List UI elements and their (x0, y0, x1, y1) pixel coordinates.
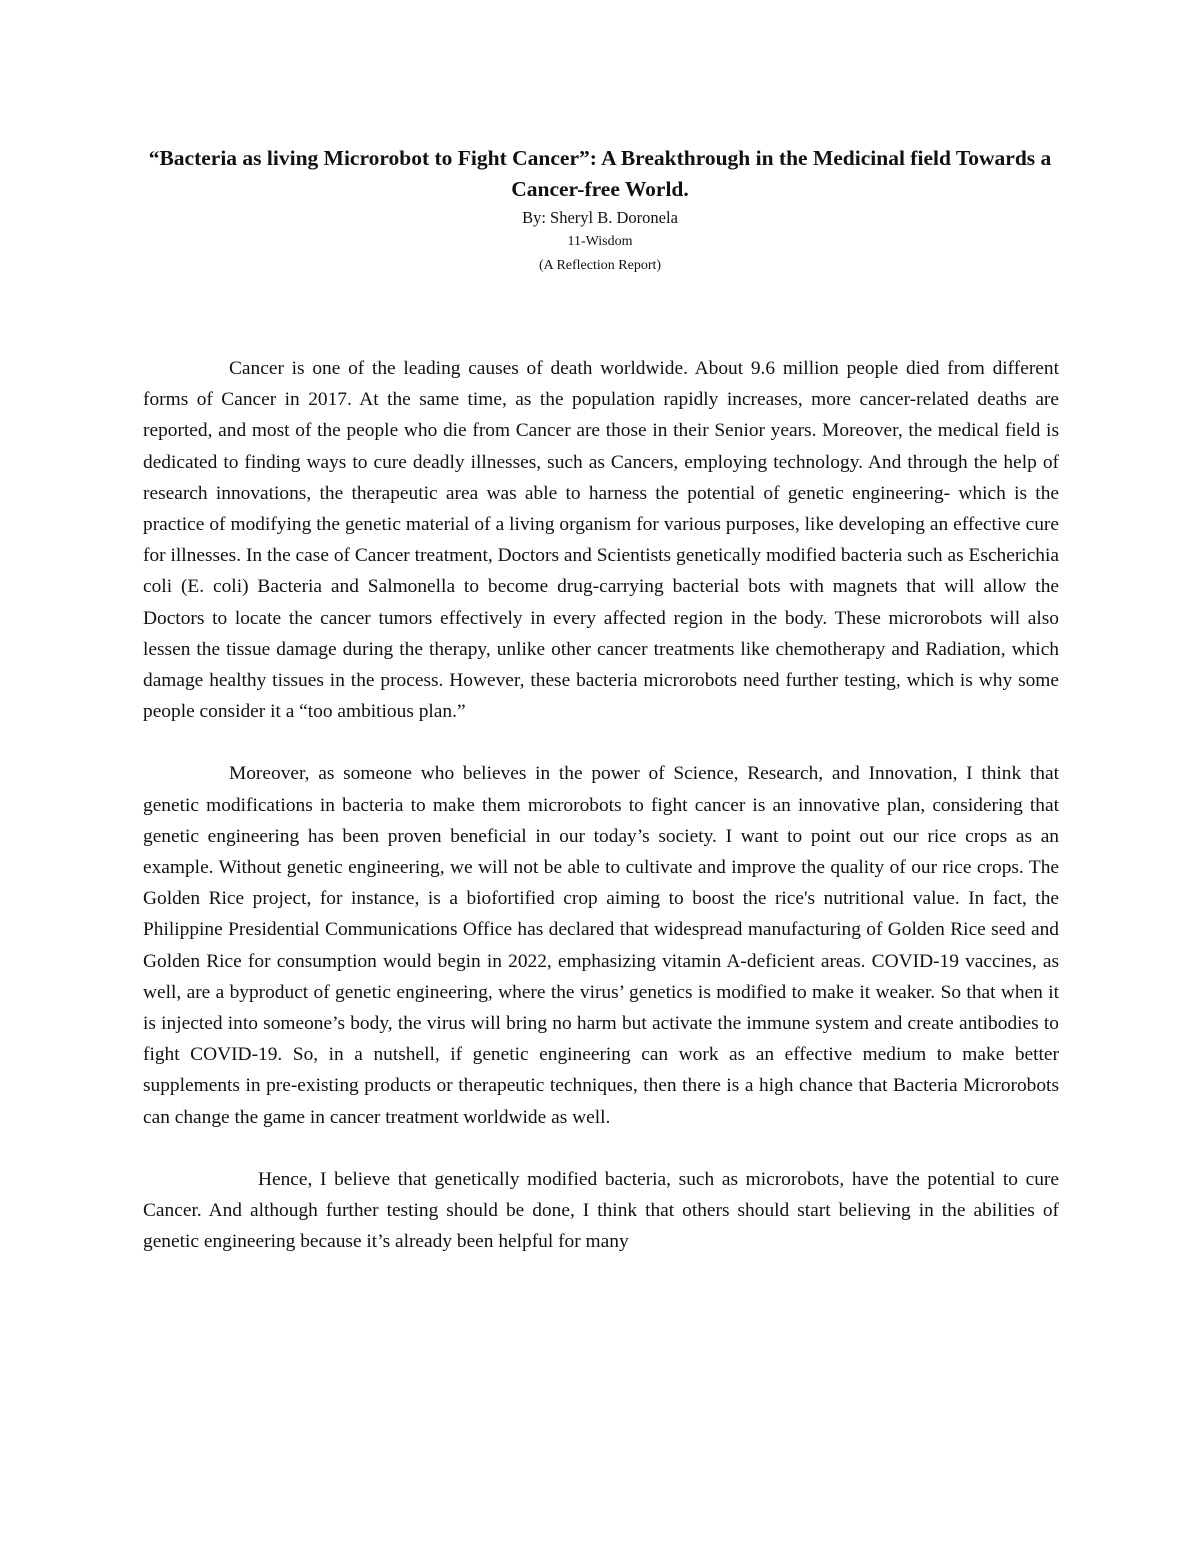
document-title: “Bacteria as living Microrobot to Fight Cancer”: A Breakthrough in the Medicinal field Towards a Cancer-free World. (148, 146, 1052, 201)
paragraph-1: Cancer is one of the leading causes of death worldwide. About 9.6 million people died from different forms of Cancer in 2017. At the same time, as the population rapidly increases, more cancer-related deaths are reported, and most of the people who die from Cancer are those in their Senior years. Moreover, the medical field is dedicated to finding ways to cure deadly illnesses, such as Cancers, employing technology. And through the help of research innovations, the therapeutic area was able to harness the potential of genetic engineering- which is the practice of modifying the genetic material of a living organism for various purposes, like developing an effective cure for illnesses. In the case of Cancer treatment, Doctors and Scientists genetically modified bacteria such as Escherichia coli (E. coli) Bacteria and Salmonella to become drug-carrying bacterial bots with magnets that will allow the Doctors to locate the cancer tumors effectively in every affected region in the body. These microrobots will also lessen the tissue damage during the therapy, unlike other cancer treatments like chemotherapy and Radiation, which damage healthy tissues in the process. However, these bacteria microrobots need further testing, which is why some people consider it a “too ambitious plan.” (143, 358, 1059, 723)
class-section: 11-Wisdom (567, 234, 633, 249)
paragraph-3: Hence, I believe that genetically modified bacteria, such as microrobots, have the potential to cure Cancer. And although further testing should be done, I think that others should start believing in the abilities of genetic engineering because it’s already been helpful for many (143, 1168, 1059, 1253)
document-body (143, 353, 1059, 1288)
report-type: (A Reflection Report) (538, 258, 662, 273)
document-header (120, 143, 1080, 277)
paragraph-2: Moreover, as someone who believes in the power of Science, Research, and Innovation, I think that genetic modifications in bacteria to make them microrobots to fight cancer is an innovative plan, considering that genetic engineering has been proven beneficial in our today’s society. I want to point out our rice crops as an example. Without genetic engineering, we will not be able to cultivate and improve the quality of our rice crops. The Golden Rice project, for instance, is a biofortified crop aiming to boost the rice's nutritional value. In fact, the Philippine Presidential Communications Office has declared that widespread manufacturing of Golden Rice seed and Golden Rice for consumption would begin in 2022, emphasizing vitamin A-deficient areas. COVID-19 vaccines, as well, are a byproduct of genetic engineering, where the virus’ genetics is modified to make it weaker. So that when it is injected into someone’s body, the virus will bring no harm but activate the immune system and create antibodies to fight COVID-19. So, in a nutshell, if genetic engineering can work as an effective medium to make better supplements in pre-existing products or therapeutic techniques, then there is a high chance that Bacteria Microrobots can change the game in cancer treatment worldwide as well. (143, 763, 1059, 1128)
author-byline: By: Sheryl B. Doronela (522, 208, 678, 227)
